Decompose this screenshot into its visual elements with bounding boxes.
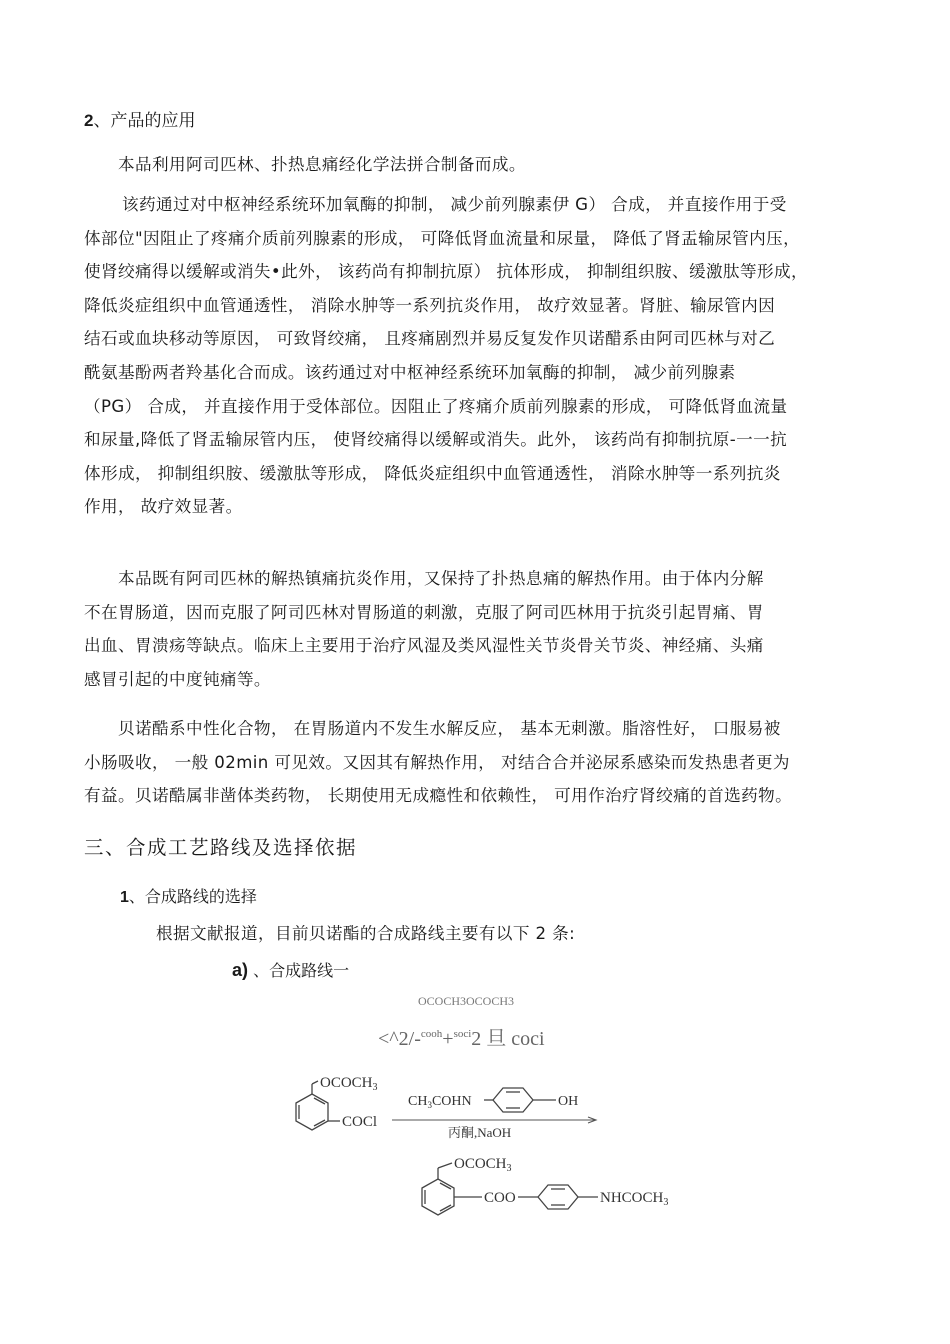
ocr-part: soci (453, 1028, 472, 1040)
literature-sentence: 根据文献报道，目前贝诺酯的合成路线主要有以下 2 条: (156, 924, 576, 943)
reagent-label: $CH_3COHN$ (408, 1094, 472, 1110)
reaction-arrow (392, 1117, 596, 1123)
subsection-1-title: 、合成路线的选择 (128, 887, 257, 906)
ocr-formula-line-1: OCOCH3OCOCH3 (418, 994, 515, 1008)
p2-line: 该药通过对中枢神经系统环加氧酶的抑制， 减少前列腺素伊 G） 合成， 并直接作用于受 (122, 195, 787, 214)
section-2-title: 、产品的应用 (93, 111, 196, 131)
product-acetamido-label: $NHCOCH_3$ (600, 1190, 669, 1208)
ocr-part: cooh (420, 1028, 443, 1040)
p2-line: 和尿量,降低了肾盂输尿管内压， 使肾绞痛得以缓解或消失。此外， 该药尚有抑制抗原-一一抗 (84, 430, 788, 450)
p1-line: 本品利用阿司匹林、扑热息痛经化学法拼合制备而成。 (118, 155, 526, 174)
p3-line: 感冒引起的中度钝痛等。 (84, 669, 271, 689)
route-label: a) (232, 960, 249, 980)
ocr-part: + (442, 1028, 454, 1050)
section-3-heading: 三、合成工艺路线及选择依据 (84, 836, 358, 859)
reaction-conditions: 丙酮,NaOH (448, 1125, 512, 1140)
p3-line: 出血、胃溃疡等缺点。临床上主要用于治疗风湿及类风湿性关节炎骨关节炎、神经痛、头痛 (84, 636, 764, 656)
p2-line: 体形成， 抑制组织胺、缓激肽等形成， 降低炎症组织中血管通透性， 消除水肿等一系列抗炎 (84, 463, 781, 483)
route-title: 、合成路线一 (248, 961, 350, 980)
section-2-number: 2 (84, 111, 94, 130)
p2-line: （PG） 合成， 并直接作用于受体部位。因阻止了疼痛介质前列腺素的形成， 可降低肾血流量 (84, 396, 788, 416)
product-ester-link-label: COO (484, 1190, 516, 1206)
reactant-acyl-chloride-label: COCl (342, 1114, 378, 1130)
reactant-acetoxy-label: $OCOCH_3$ (320, 1075, 378, 1093)
reagent-hydroxyl-label: OH (558, 1094, 579, 1109)
subsection-1-number: 1 (120, 889, 129, 906)
p2-line: 作用， 故疗效显著。 (84, 497, 243, 517)
p4-line: 有益。贝诺酷属非凿体类药物， 长期使用无成瘾性和依赖性， 可用作治疗肾绞痛的首选药物。 (84, 786, 793, 806)
p4-line: 小肠吸收， 一般 02min 可见效。又因其有解热作用， 对结合合并泌尿系感染而发热患者更为 (84, 752, 790, 772)
p2-line: 酰氨基酚两者羚基化合而成。该药通过对中枢神经系统环加氧酶的抑制， 减少前列腺素 (84, 362, 736, 382)
ocr-part: 2 旦 coci (471, 1028, 545, 1050)
p4-line: 贝诺酷系中性化合物， 在胃肠道内不发生水解反应， 基本无刺激。脂溶性好， 口服易被 (118, 719, 781, 738)
p2-line: 使肾绞痛得以缓解或消失•此外， 该药尚有抑制抗原） 抗体形成， 抑制组织胺、缓激肽等形成， (84, 262, 808, 282)
p2-line: 体部位"因阻止了疼痛介质前列腺素的形成， 可降低肾血流量和尿量， 降低了肾盂输尿管内压， (84, 228, 801, 248)
product-acetoxy-label: $OCOCH_3$ (454, 1156, 512, 1174)
p3-line: 本品既有阿司匹林的解热镇痛抗炎作用，又保持了扑热息痛的解热作用。由于体内分解 (118, 569, 764, 588)
p2-line: 降低炎症组织中血管通透性， 消除水肿等一系列抗炎作用， 故疗效显著。肾脏、输尿管内因 (84, 295, 776, 315)
p3-line: 不在胃肠道，因而克服了阿司匹林对胃肠道的刺激，克服了阿司匹林用于抗炎引起胃痛、胃 (84, 602, 764, 622)
ocr-part: <^2/- (378, 1028, 421, 1050)
p2-line: 结石或血块移动等原因， 可致肾绞痛， 且疼痛剧烈并易反复发作贝诺醋系由阿司匹林与对乙 (84, 329, 776, 349)
reagent-benzene-ring (484, 1088, 556, 1112)
